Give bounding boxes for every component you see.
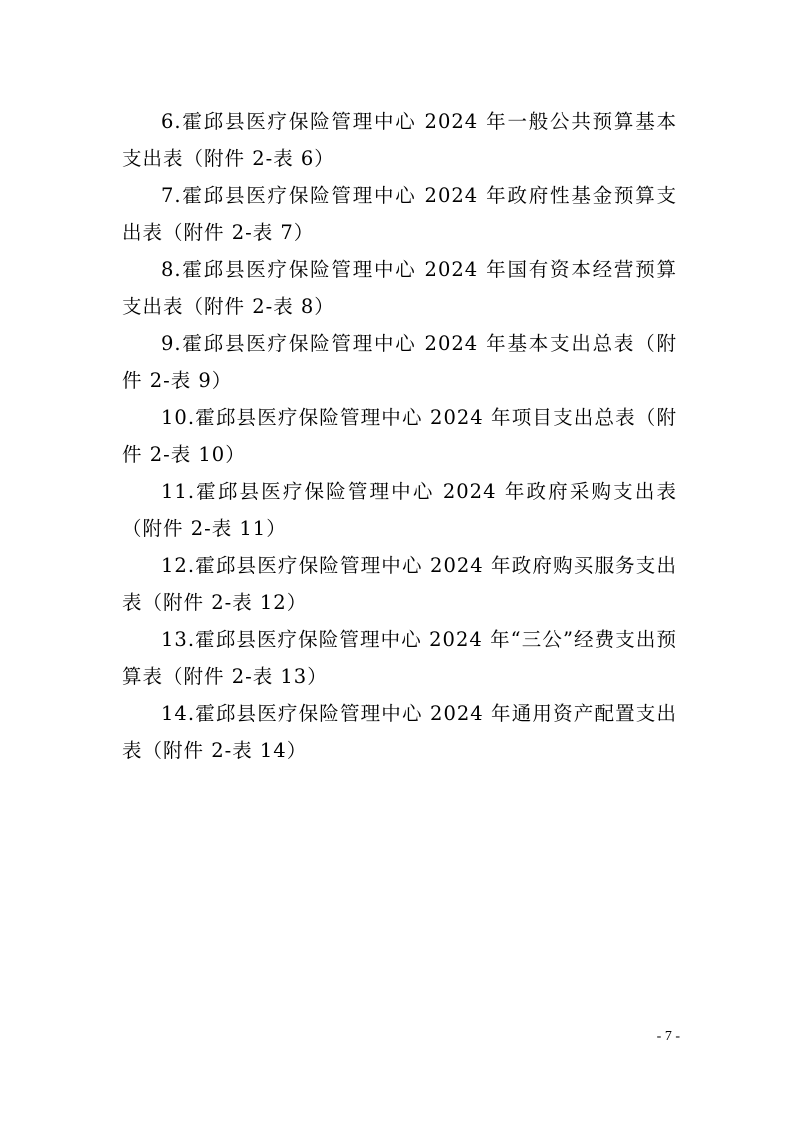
list-item: 10.霍邱县医疗保险管理中心 2024 年项目支出总表（附件 2-表 10） [122, 406, 677, 466]
list-item: 14.霍邱县医疗保险管理中心 2024 年通用资产配置支出表（附件 2-表 14） [122, 702, 677, 762]
list-item: 8.霍邱县医疗保险管理中心 2024 年国有资本经营预算支出表（附件 2-表 8） [122, 258, 677, 318]
attachment-list [122, 103, 677, 769]
list-item: 11.霍邱县医疗保险管理中心 2024 年政府采购支出表（附件 2-表 11） [122, 480, 677, 540]
page-number: - 7 - [656, 1029, 680, 1044]
list-item: 13.霍邱县医疗保险管理中心 2024 年“三公”经费支出预算表（附件 2-表 13） [122, 628, 677, 688]
list-item: 9.霍邱县医疗保险管理中心 2024 年基本支出总表（附件 2-表 9） [122, 332, 677, 392]
list-item: 7.霍邱县医疗保险管理中心 2024 年政府性基金预算支出表（附件 2-表 7） [122, 184, 677, 244]
list-item: 6.霍邱县医疗保险管理中心 2024 年一般公共预算基本支出表（附件 2-表 6） [122, 110, 677, 170]
list-item: 12.霍邱县医疗保险管理中心 2024 年政府购买服务支出表（附件 2-表 12） [122, 554, 677, 614]
